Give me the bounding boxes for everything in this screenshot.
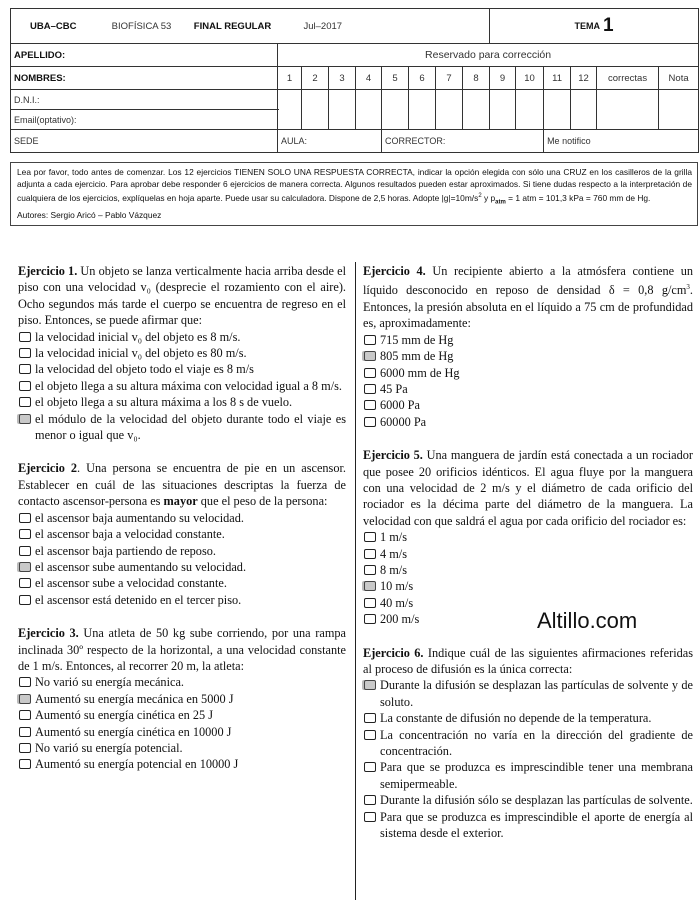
checkbox-icon[interactable] — [364, 565, 376, 575]
checkbox-icon[interactable] — [19, 332, 31, 342]
option-marked[interactable]: 10 m/s — [363, 578, 693, 594]
corrector-field[interactable]: CORRECTOR: — [382, 130, 544, 153]
option[interactable]: el ascensor baja a velocidad constante. — [18, 526, 346, 542]
grid-header: 4 — [356, 67, 382, 90]
option[interactable]: la velocidad inicial v₀ del objeto es 8 m/s. — [18, 329, 346, 345]
option[interactable]: 200 m/s — [363, 611, 693, 627]
option-marked[interactable]: el módulo de la velocidad del objeto durante todo el viaje es menor o igual que v₀. — [18, 411, 346, 444]
option[interactable]: el objeto llega a su altura máxima con velocidad igual a 8 m/s. — [18, 378, 346, 394]
option[interactable]: 715 mm de Hg — [363, 332, 693, 348]
nombres-field[interactable]: NOMBRES: — [11, 67, 278, 90]
checkbox-icon[interactable] — [19, 677, 31, 687]
option[interactable]: 4 m/s — [363, 546, 693, 562]
course-name: BIOFÍSICA 53 — [96, 9, 188, 44]
exercise-4 — [363, 263, 693, 430]
checkbox-icon[interactable] — [364, 400, 376, 410]
grid-header: 9 — [490, 67, 516, 90]
option[interactable]: el ascensor está detenido en el tercer piso. — [18, 592, 346, 608]
option[interactable]: La concentración no varía en la dirección del gradiente de concentración. — [363, 727, 693, 760]
grid-cell-5[interactable] — [382, 90, 409, 130]
option[interactable]: el ascensor sube a velocidad constante. — [18, 575, 346, 591]
authors: Autores: Sergio Aricó – Pablo Vázquez — [17, 210, 162, 221]
option[interactable]: Para que se produzca es imprescindible el aporte de energía al sistema desde el exterior. — [363, 809, 693, 842]
option[interactable]: 1 m/s — [363, 529, 693, 545]
checkbox-icon[interactable] — [364, 713, 376, 723]
aula-field[interactable]: AULA: — [278, 130, 382, 153]
checkbox-icon[interactable] — [19, 727, 31, 737]
grid-cell-nota[interactable] — [659, 90, 699, 130]
grid-header-nota: Nota — [659, 67, 699, 90]
checkbox-icon[interactable] — [19, 743, 31, 753]
checkbox-icon[interactable] — [19, 529, 31, 539]
grid-cell-8[interactable] — [463, 90, 490, 130]
sede-field[interactable]: SEDE — [11, 130, 278, 153]
dni-field[interactable]: D.N.I.: — [11, 90, 278, 110]
checkbox-marked-icon[interactable] — [364, 581, 376, 591]
checkbox-marked-icon[interactable] — [364, 680, 376, 690]
option[interactable]: Para que se produzca es imprescindible tener una membrana semipermeable. — [363, 759, 693, 792]
exercise-3 — [18, 625, 346, 773]
tema-label: TEMA — [574, 21, 601, 31]
grid-cell-10[interactable] — [516, 90, 544, 130]
exam-header-table — [10, 8, 699, 153]
option-marked[interactable]: el ascensor sube aumentando su velocidad. — [18, 559, 346, 575]
reserved-label: Reservado para corrección — [278, 44, 699, 67]
checkbox-icon[interactable] — [19, 546, 31, 556]
email-field[interactable]: Email(optativo): — [11, 110, 278, 130]
grid-header: 10 — [516, 67, 544, 90]
checkbox-marked-icon[interactable] — [19, 414, 31, 424]
checkbox-icon[interactable] — [364, 795, 376, 805]
instructions-box — [10, 162, 698, 226]
checkbox-icon[interactable] — [364, 335, 376, 345]
grid-cell-11[interactable] — [544, 90, 571, 130]
checkbox-icon[interactable] — [364, 614, 376, 624]
checkbox-marked-icon[interactable] — [19, 562, 31, 572]
left-column — [18, 263, 346, 790]
checkbox-icon[interactable] — [364, 549, 376, 559]
checkbox-icon[interactable] — [364, 762, 376, 772]
checkbox-icon[interactable] — [364, 368, 376, 378]
checkbox-icon[interactable] — [19, 348, 31, 358]
option[interactable]: 8 m/s — [363, 562, 693, 578]
exercise-statement: Ejercicio 3. Una atleta de 50 kg sube corriendo, por una rampa inclinada 30º respecto de la horizontal, a una velocidad constante de 1 m/s. Entonces, al recorrer 20 m, la atleta: — [18, 626, 347, 673]
checkbox-icon[interactable] — [19, 595, 31, 605]
grid-header: 1 — [278, 67, 302, 90]
checkbox-icon[interactable] — [364, 384, 376, 394]
apellido-field[interactable]: APELLIDO: — [11, 44, 278, 67]
option[interactable]: el objeto llega a su altura máxima a los 8 s de vuelo. — [18, 394, 346, 410]
option[interactable]: Aumentó su energía potencial en 10000 J — [18, 756, 346, 772]
option[interactable]: Durante la difusión sólo se desplazan las partículas de solvente. — [363, 792, 693, 808]
checkbox-icon[interactable] — [19, 578, 31, 588]
option[interactable]: la velocidad inicial v₀ del objeto es 80 m/s. — [18, 345, 346, 361]
grid-header: 7 — [436, 67, 463, 90]
option[interactable]: 45 Pa — [363, 381, 693, 397]
grid-header: 2 — [302, 67, 329, 90]
grid-cell-3[interactable] — [329, 90, 356, 130]
checkbox-icon[interactable] — [19, 381, 31, 391]
exercise-statement: Ejercicio 4. Un recipiente abierto a la atmósfera contiene un líquido desconocido en reposo de densidad δ = 0,8 $g/cm^3$. Entonces, la presión absoluta en el líquido a 75 cm de profundidad es, aproximadamente: — [363, 264, 694, 331]
option[interactable]: la velocidad del objeto todo el viaje es 8 m/s — [18, 361, 346, 377]
exam-type: FINAL REGULAR — [188, 9, 278, 44]
grid-cell-4[interactable] — [356, 90, 382, 130]
checkbox-icon[interactable] — [364, 417, 376, 427]
checkbox-icon[interactable] — [19, 710, 31, 720]
option-marked[interactable]: 805 mm de Hg — [363, 348, 693, 364]
checkbox-icon[interactable] — [19, 397, 31, 407]
checkbox-icon[interactable] — [364, 812, 376, 822]
option[interactable]: Aumentó su energía cinética en 10000 J — [18, 724, 346, 740]
right-column — [363, 263, 693, 859]
me-notifico-field[interactable]: Me notifico — [544, 130, 699, 153]
exercise-statement: Ejercicio 1. Un objeto se lanza verticalmente hacia arriba desde el piso con una velocidad v₀ (desprecie el rozamiento con el aire). Ocho segundos más tarde el cuerpo se encuentra de regreso en el piso. Entonces, se puede afirmar que: — [18, 264, 346, 328]
option[interactable]: 60000 Pa — [363, 414, 693, 430]
option-marked[interactable]: Aumentó su energía mecánica en 5000 J — [18, 691, 346, 707]
exam-date: Jul–2017 — [278, 9, 490, 44]
exercise-5 — [363, 447, 693, 627]
grid-header-correctas: correctas — [597, 67, 659, 90]
exercise-6 — [363, 645, 693, 842]
institution: UBA–CBC — [11, 9, 96, 44]
grid-cell-1[interactable] — [278, 90, 302, 130]
checkbox-icon[interactable] — [364, 532, 376, 542]
grid-header: 12 — [571, 67, 597, 90]
tema-number: 1 — [603, 15, 614, 36]
grid-cell-12[interactable] — [571, 90, 597, 130]
column-divider — [355, 262, 356, 900]
checkbox-icon[interactable] — [19, 513, 31, 523]
checkbox-marked-icon[interactable] — [364, 351, 376, 361]
checkbox-icon[interactable] — [364, 598, 376, 608]
option[interactable]: el ascensor baja partiendo de reposo. — [18, 543, 346, 559]
option-marked[interactable]: Durante la difusión se desplazan las partículas de solvente y de soluto. — [363, 677, 693, 710]
option[interactable]: el ascensor baja aumentando su velocidad. — [18, 510, 346, 526]
grid-header: 8 — [463, 67, 490, 90]
grid-cell-2[interactable] — [302, 90, 329, 130]
exercise-1 — [18, 263, 346, 443]
checkbox-icon[interactable] — [364, 730, 376, 740]
option[interactable]: La constante de difusión no depende de la temperatura. — [363, 710, 693, 726]
grid-cell-correctas[interactable] — [597, 90, 659, 130]
checkbox-icon[interactable] — [19, 364, 31, 374]
grid-header: 5 — [382, 67, 409, 90]
grid-header: 6 — [409, 67, 436, 90]
option[interactable]: 6000 mm de Hg — [363, 365, 693, 381]
tema-cell — [490, 9, 699, 44]
exercise-statement: Ejercicio 2. Una persona se encuentra de pie en un ascensor. Establecer en cuál de las situaciones descriptas la fuerza de contacto ascensor-persona es mayor que el peso de la persona: — [18, 461, 346, 509]
grid-header: 11 — [544, 67, 571, 90]
grid-cell-6[interactable] — [409, 90, 436, 130]
grid-cell-7[interactable] — [436, 90, 463, 130]
checkbox-icon[interactable] — [19, 759, 31, 769]
checkbox-marked-icon[interactable] — [19, 694, 31, 704]
exercise-statement: Ejercicio 6. Indique cuál de las siguientes afirmaciones referidas al proceso de difusión es la única correcta: — [363, 645, 694, 677]
grid-cell-9[interactable] — [490, 90, 516, 130]
watermark: Altillo.com — [537, 608, 638, 633]
grid-header: 3 — [329, 67, 356, 90]
exercise-2 — [18, 460, 346, 608]
option[interactable]: No varió su energía mecánica. — [18, 674, 346, 690]
option[interactable]: 40 m/s — [363, 595, 693, 611]
instructions-text: Lea por favor, todo antes de comenzar. Los 12 ejercicios TIENEN SOLO UNA RESPUESTA CORRECTA, indicar la opción elegida con sólo una CRUZ en los casilleros de la grilla adjunta a cada ejercicio. Para aprobar debe responder 6 ejercicios de manera correcta. Algunos resultados pueden estar aproximados. Si tiene dudas respecto a la interpretación de cualquiera de los ejercicios, explíquelas en hoja aparte. Puede usar su calculadora. Dispone de 2,5 horas. Adopte $|g|=10m/s^2$ y $p_{atm} = 1$ atm = 101,3 kPa = 760 mm de Hg. — [17, 167, 692, 206]
option[interactable]: Aumentó su energía cinética en 25 J — [18, 707, 346, 723]
exercise-statement: Ejercicio 5. Una manguera de jardín está conectada a un rociador que posee 20 orificios idénticos. El agua fluye por la manguera con una velocidad de 2 m/s y el diámetro de cada orificio del rociador es la décima parte del diámetro de la manguera. La velocidad con que saldrá el agua por cada orificio del rociador es: — [363, 448, 693, 528]
option[interactable]: 6000 Pa — [363, 397, 693, 413]
option[interactable]: No varió su energía potencial. — [18, 740, 346, 756]
